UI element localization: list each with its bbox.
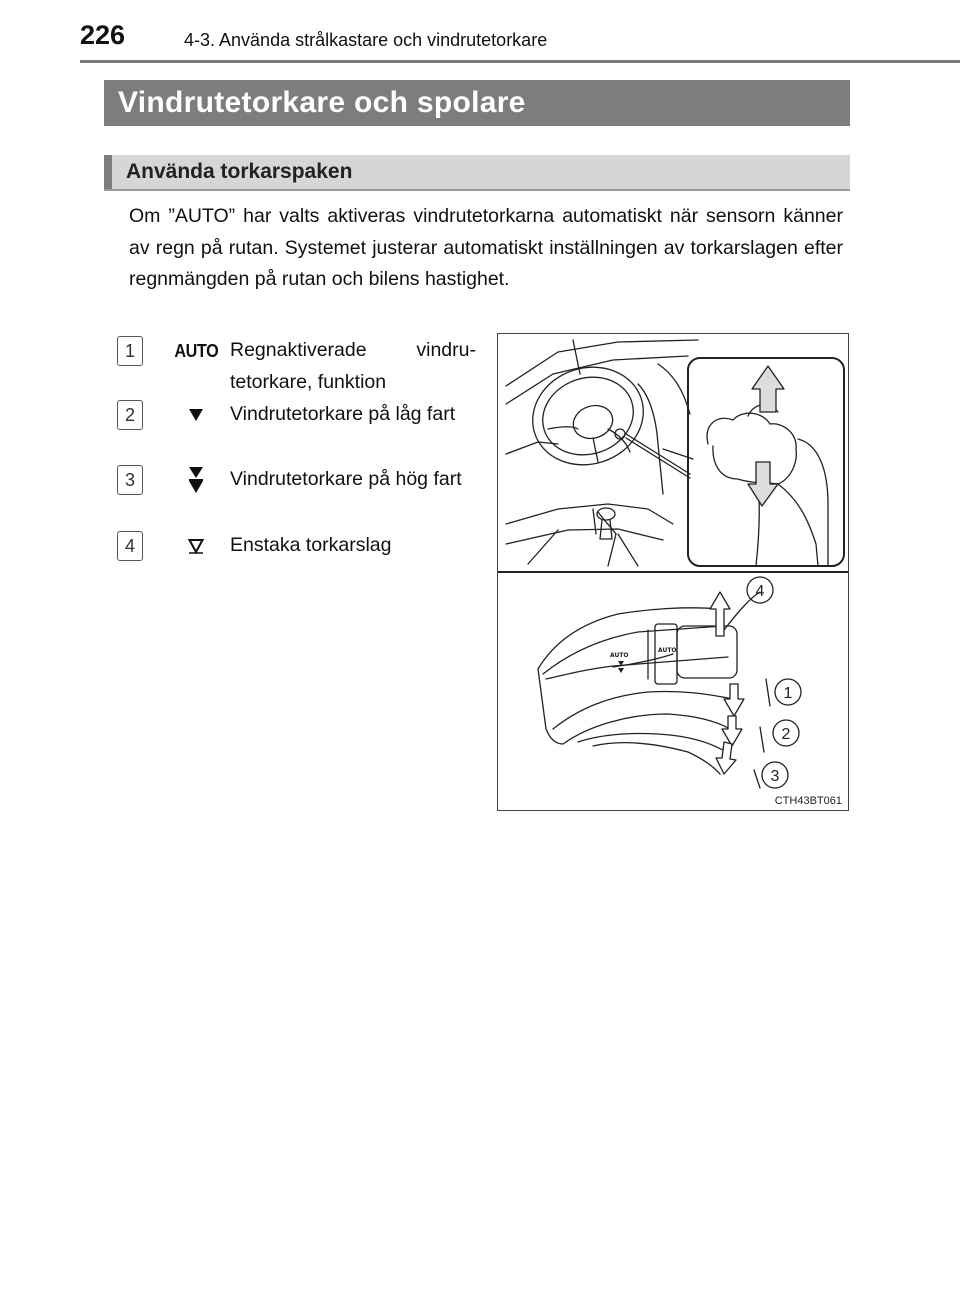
subsection-accent bbox=[104, 155, 112, 189]
lever-auto-label-left: AUTO bbox=[610, 652, 629, 659]
auto-label: AUTO bbox=[174, 340, 218, 361]
item-number: 2 bbox=[117, 400, 143, 430]
subsection-bar bbox=[104, 155, 850, 191]
callout-2: 2 bbox=[781, 726, 791, 743]
page-number: 226 bbox=[80, 20, 126, 50]
list-item bbox=[117, 465, 477, 525]
item-text: Vindrutetorkare på låg fart bbox=[230, 403, 456, 425]
callout-1: 1 bbox=[783, 685, 793, 702]
item-number: 4 bbox=[117, 531, 143, 561]
callout-4: 4 bbox=[755, 583, 765, 600]
figure-code: CTH43BT061 bbox=[774, 795, 842, 807]
list-item bbox=[117, 400, 477, 460]
callout-3: 3 bbox=[770, 768, 780, 785]
item-text: Enstaka torkarslag bbox=[230, 534, 392, 556]
item-text: Regnaktiverade vindrutetorkare, funktion bbox=[230, 339, 476, 393]
list-item bbox=[117, 531, 477, 591]
section-title: Vindrutetorkare och spolare bbox=[104, 80, 850, 126]
wiper-illustration bbox=[498, 334, 848, 810]
header-divider bbox=[80, 60, 960, 63]
item-text: Vindrutetorkare på hög fart bbox=[230, 468, 462, 490]
item-number: 1 bbox=[117, 336, 143, 366]
item-number: 3 bbox=[117, 465, 143, 495]
page-header bbox=[80, 18, 960, 62]
intro-paragraph: Om ”AUTO” har valts aktiveras vindrutetorkarna automatiskt när sensorn känner av regn på rutan. Systemet justerar automatiskt inställningen av torkarslagen efter regnmängden på rutan och bilens hastighet. bbox=[129, 205, 843, 290]
chapter-title: 4-3. Använda strålkastare och vindrutetorkare bbox=[184, 30, 548, 50]
subsection-title: Använda torkarspaken bbox=[126, 160, 353, 183]
lever-auto-label-right: AUTO bbox=[658, 647, 677, 654]
list-item bbox=[117, 336, 477, 396]
wiper-lever-figure bbox=[497, 333, 849, 811]
